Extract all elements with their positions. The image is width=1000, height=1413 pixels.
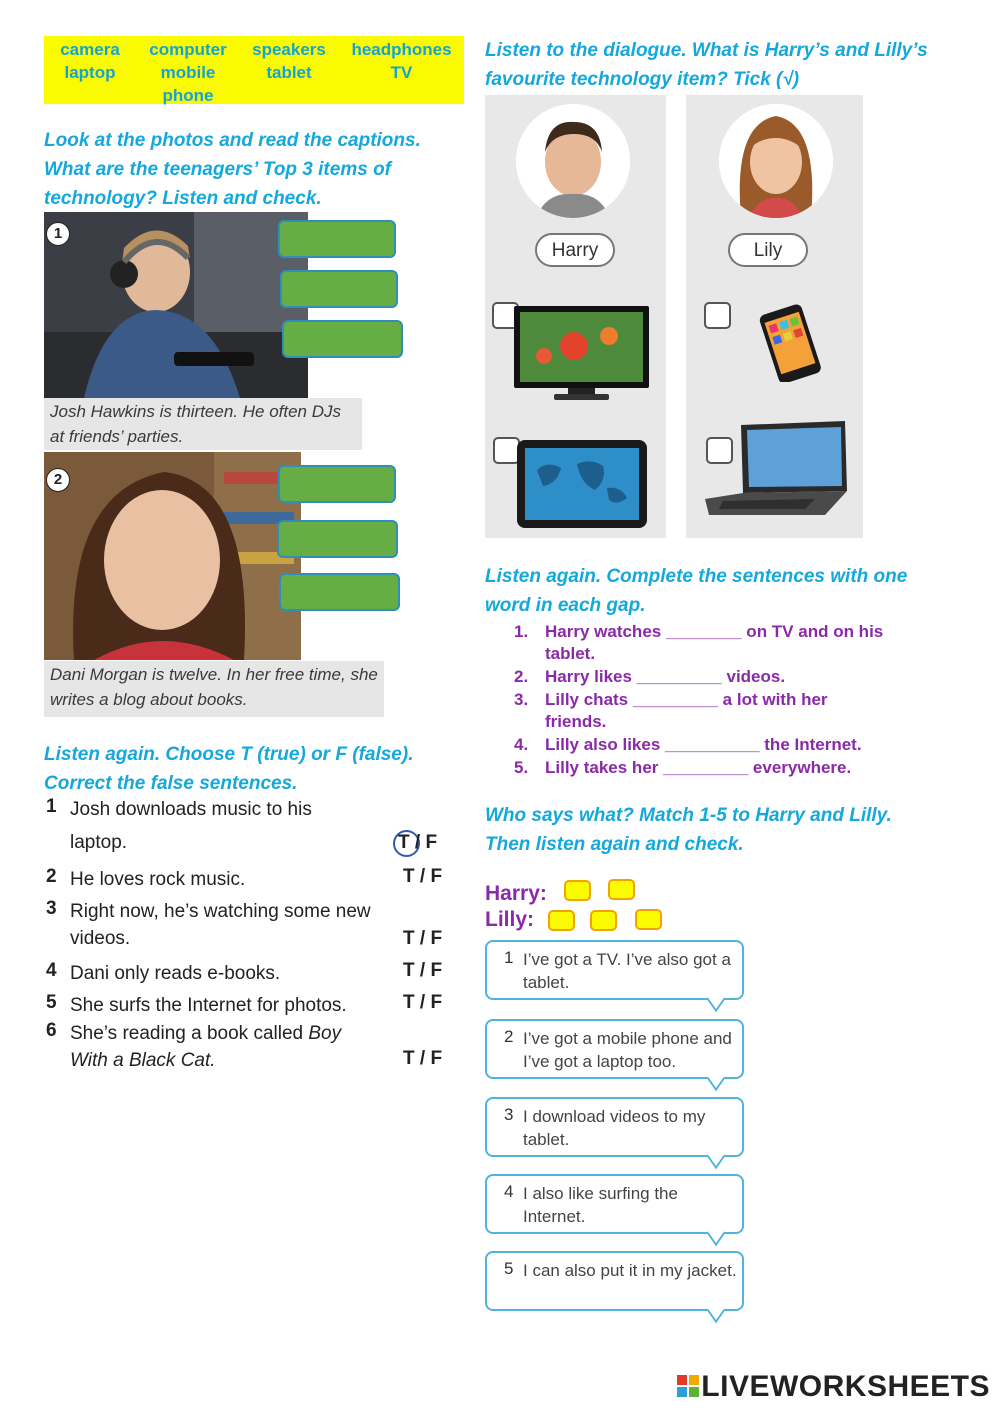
word-bank-item: headphones [351,40,452,59]
bubble-text: I’ve got a TV. I’ve also got a tablet. [523,950,731,992]
bubble-number: 1 [504,948,514,967]
bubble-text: I can also put it in my jacket. [523,1261,737,1280]
tf-number: 5 [46,992,57,1013]
bubble-number: 3 [504,1105,514,1124]
answer-box[interactable] [277,520,398,558]
section3-instruction: Listen to the dialogue. What is Harry’s and Lilly’s favourite technology item? Tick (√) [485,40,928,90]
bubble-number: 5 [504,1259,514,1278]
tf-text: Right now, he’s watching some new [70,901,371,922]
section1-instruction: Look at the photos and read the captions. What are the teenagers’ Top 3 items of technology? Listen and check. [44,130,421,209]
laptop-image [705,421,851,516]
tf-number: 3 [46,898,57,919]
liveworksheets-logo [677,1370,990,1405]
tablet-image [517,440,647,528]
logo-icon [677,1371,699,1405]
speech-bubble [485,1019,744,1079]
speech-bubble [485,940,744,1000]
logo-text: LIVEWORKSHEETS [701,1369,990,1403]
word-bank-item: TV [390,63,413,82]
match-box-lilly[interactable] [635,909,662,930]
tf-answer[interactable]: T / F [403,960,443,981]
tv-image [514,306,649,402]
photo-josh [44,212,308,398]
word-bank-item: mobile phone [160,63,216,105]
speech-bubble [485,1097,744,1157]
tick-box-lily-phone[interactable] [704,302,731,329]
tf-item [46,898,446,958]
speech-bubble [485,1174,744,1234]
tf-text: laptop. [70,832,128,853]
harry-avatar [516,104,630,218]
answer-box[interactable] [279,573,400,611]
lilly-label: Lilly: [485,908,535,931]
section2-instruction: Listen again. Choose T (true) or F (false). Correct the false sentences. [44,744,414,794]
photo2-number: 2 [46,468,70,492]
answer-box[interactable] [278,220,396,258]
tf-text: She’s reading a book called Boy [70,1023,342,1044]
section5-instruction: Who says what? Match 1-5 to Harry and Lilly. Then listen again and check. [485,805,892,855]
match-box-lilly[interactable] [590,910,617,931]
tf-answer[interactable]: T / F [398,832,437,854]
tf-answer[interactable]: T / F [403,928,443,949]
tf-text: He loves rock music. [70,869,246,890]
tf-item [46,960,446,990]
lily-avatar [719,104,833,218]
bubble-number: 4 [504,1182,514,1201]
photo1-number: 1 [46,222,70,246]
tf-answer[interactable]: T / F [403,866,443,887]
tf-text: Josh downloads music to his [70,799,312,820]
tf-number: 1 [46,796,57,817]
match-box-harry[interactable] [564,880,591,901]
tf-item [46,796,446,860]
tf-text: Dani only reads e-books. [70,963,281,984]
bubble-number: 2 [504,1027,514,1046]
bubble-tail [707,1297,726,1324]
word-bank-item: tablet [266,63,312,82]
answer-box[interactable] [278,465,396,503]
mobile-phone-image [752,304,828,382]
tick-box-harry-tablet[interactable] [493,437,520,464]
word-bank [44,36,464,104]
tf-item [46,1020,446,1080]
match-box-harry[interactable] [608,879,635,900]
bubble-text: I’ve got a mobile phone and I’ve got a laptop too. [523,1029,732,1071]
tf-number: 2 [46,866,57,887]
harry-name: Harry [535,233,615,267]
word-bank-item: camera [60,40,120,59]
answer-box[interactable] [280,270,398,308]
photo1-caption: Josh Hawkins is thirteen. He often DJs at friends’ parties. [44,398,362,450]
tf-number: 6 [46,1020,57,1041]
answer-box[interactable] [282,320,403,358]
fill-gap-list: 1. Harry watches ________ on TV and on his tablet. 2. Harry likes _________ videos. 3. Lilly chats _________ a lot with her friends. 4. Lilly also likes __________ the Internet. 5. Lilly takes her _________ everywhere. [514,622,884,777]
tf-answer[interactable]: T / F [403,992,443,1013]
tf-number: 4 [46,960,57,981]
photo2-caption: Dani Morgan is twelve. In her free time, she writes a blog about books. [44,661,384,717]
photo-dani [44,452,301,660]
bubble-text: I download videos to my tablet. [523,1107,706,1149]
lily-name: Lily [728,233,808,267]
tf-text: She surfs the Internet for photos. [70,995,347,1016]
tf-item [46,866,446,896]
speech-bubble [485,1251,744,1311]
section4-instruction: Listen again. Complete the sentences with one word in each gap. [485,566,908,616]
match-box-lilly[interactable] [548,910,575,931]
word-bank-item: speakers [252,40,326,59]
harry-label: Harry: [485,882,547,905]
word-bank-item: laptop [64,63,116,82]
word-bank-item: computer [149,40,227,59]
tf-answer[interactable]: T / F [403,1048,443,1069]
bubble-text: I also like surfing the Internet. [523,1184,678,1226]
tf-text: With a Black Cat. [70,1050,216,1071]
tf-text: videos. [70,928,131,949]
